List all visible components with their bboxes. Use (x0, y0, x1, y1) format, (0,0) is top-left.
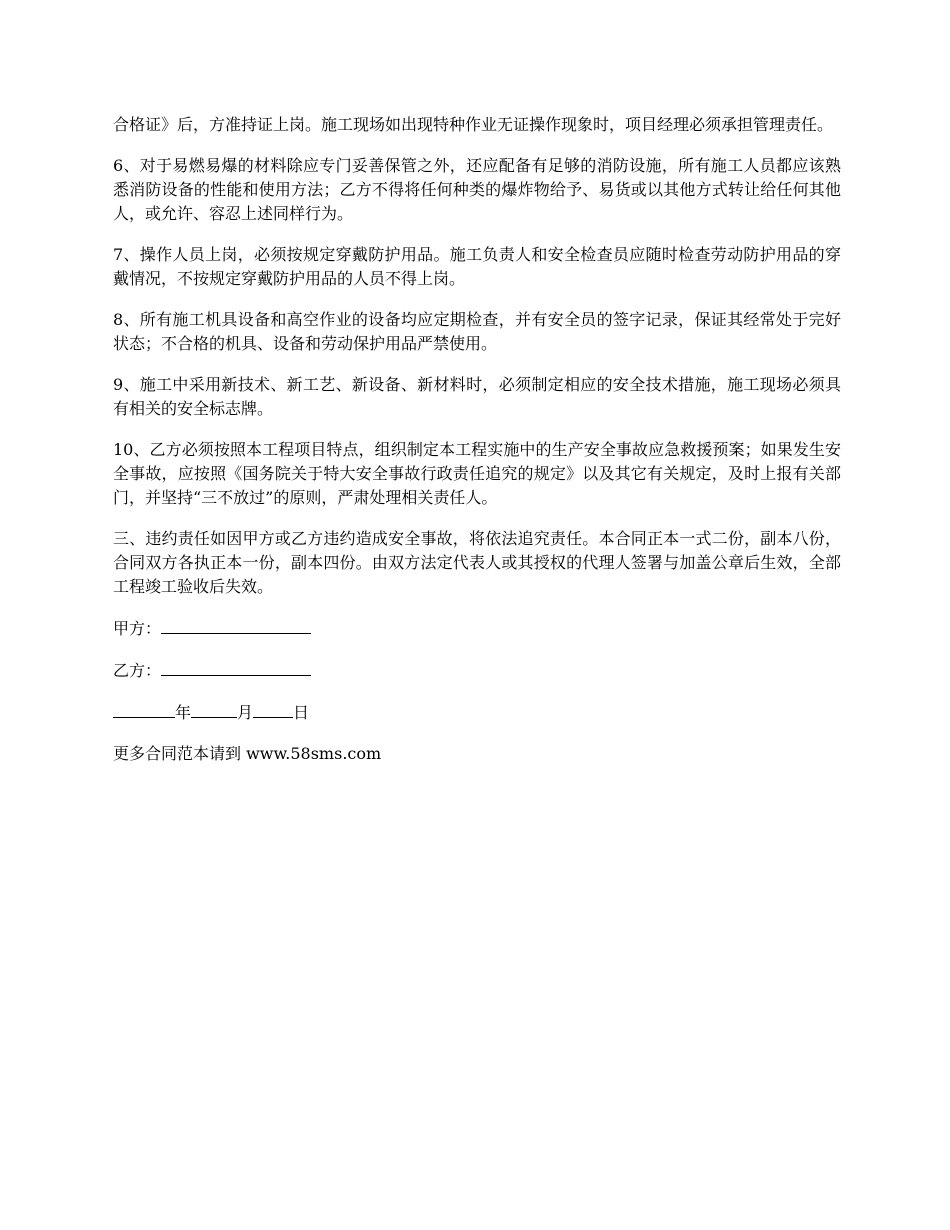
date-line (113, 700, 841, 725)
month-blank (191, 700, 237, 718)
party-b-signature-line (113, 658, 841, 683)
paragraph-clause-6: 6、对于易燃易爆的材料除应专门妥善保管之外，还应配备有足够的消防设施，所有施工人员都应该熟悉消防设备的性能和使用方法；乙方不得将任何种类的爆炸物给予、易货或以其他方式转让给任何其他人，或允许、容忍上述同样行为。 (113, 156, 841, 223)
paragraph-clause-9: 9、施工中采用新技术、新工艺、新设备、新材料时，必须制定相应的安全技术措施，施工现场必须具有相关的安全标志牌。 (113, 375, 841, 418)
paragraph-clause-7: 7、操作人员上岗，必须按规定穿戴防护用品。施工负责人和安全检查员应随时检查劳动防护用品的穿戴情况，不按规定穿戴防护用品的人员不得上岗。 (113, 245, 841, 288)
paragraph-clause-10: 10、乙方必须按照本工程项目特点，组织制定本工程实施中的生产安全事故应急救援预案；如果发生安全事故，应按照《国务院关于特大安全事故行政责任追究的规定》以及其它有关规定，及时上报有关部门，并坚持“三不放过”的原则，严肃处理相关责任人。 (113, 440, 841, 507)
year-blank (113, 700, 175, 718)
day-blank (253, 700, 293, 718)
footer-more-templates: 更多合同范本请到 www.58sms.com (113, 744, 382, 763)
year-label: 年 (175, 703, 192, 722)
paragraph-breach-liability: 三、违约责任如因甲方或乙方违约造成安全事故，将依法追究责任。本合同正本一式二份，副本八份，合同双方各执正本一份，副本四份。由双方法定代表人或其授权的代理人签署与加盖公章后生效，全部工程竣工验收后失效。 (113, 529, 841, 596)
paragraph-certificate-continuation: 合格证》后，方准持证上岗。施工现场如出现特种作业无证操作现象时，项目经理必须承担管理责任。 (113, 115, 834, 134)
party-b-blank (161, 658, 311, 676)
party-b-label: 乙方： (113, 661, 162, 680)
day-label: 日 (293, 703, 310, 722)
month-label: 月 (237, 703, 254, 722)
party-a-label: 甲方： (113, 619, 162, 638)
party-a-signature-line (113, 616, 841, 641)
document-page (113, 113, 841, 766)
paragraph-clause-8: 8、所有施工机具设备和高空作业的设备均应定期检查，并有安全员的签字记录，保证其经常处于完好状态；不合格的机具、设备和劳动保护用品严禁使用。 (113, 310, 841, 353)
party-a-blank (161, 616, 311, 634)
